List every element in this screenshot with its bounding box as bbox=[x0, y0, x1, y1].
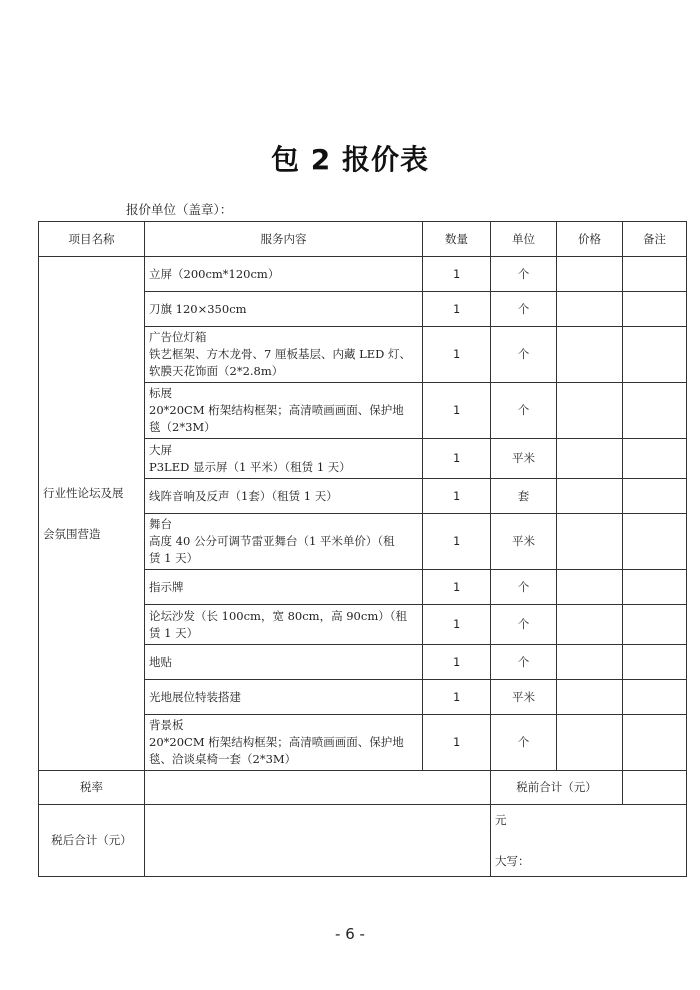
project-name-line1: 行业性论坛及展 bbox=[43, 485, 124, 500]
service-line: 软膜天花饰面（2*2.8m） bbox=[149, 364, 284, 378]
note-cell[interactable] bbox=[623, 514, 687, 570]
service-line: 线阵音响及反声（1套）（租赁 1 天） bbox=[149, 488, 338, 503]
price-cell[interactable] bbox=[557, 292, 623, 327]
project-name-line2: 会氛围营造 bbox=[43, 526, 101, 541]
service-line: 铁艺框架、方木龙骨、7 厘板基层、内藏 LED 灯、 bbox=[149, 347, 412, 361]
quantity-cell: 1 bbox=[423, 439, 491, 479]
tax-rate-value-cell[interactable] bbox=[145, 771, 491, 805]
unit-cell: 套 bbox=[491, 479, 557, 514]
service-line: 高度 40 公分可调节雷亚舞台（1 平米单价）（租 bbox=[149, 534, 395, 548]
service-line: 舞台 bbox=[149, 517, 172, 531]
unit-cell: 平米 bbox=[491, 514, 557, 570]
price-cell[interactable] bbox=[557, 680, 623, 715]
capital-amount-label: 大写： bbox=[495, 853, 530, 868]
unit-cell: 个 bbox=[491, 715, 557, 771]
price-cell[interactable] bbox=[557, 383, 623, 439]
header-note: 备注 bbox=[623, 222, 687, 257]
page-number: - 6 - bbox=[335, 925, 365, 943]
page-title: 包 2 报价表 bbox=[271, 143, 429, 176]
table-header-row bbox=[39, 222, 687, 257]
price-cell[interactable] bbox=[557, 514, 623, 570]
price-cell[interactable] bbox=[557, 327, 623, 383]
quantity-cell: 1 bbox=[423, 479, 491, 514]
after-tax-total-label: 税后合计（元） bbox=[39, 805, 145, 877]
service-cell bbox=[145, 680, 423, 715]
unit-cell: 个 bbox=[491, 383, 557, 439]
unit-cell: 平米 bbox=[491, 439, 557, 479]
quantity-cell: 1 bbox=[423, 570, 491, 605]
price-cell[interactable] bbox=[557, 439, 623, 479]
header-project-name: 项目名称 bbox=[39, 222, 145, 257]
service-line: 广告位灯箱 bbox=[149, 330, 207, 344]
note-cell[interactable] bbox=[623, 715, 687, 771]
quantity-cell: 1 bbox=[423, 605, 491, 645]
quantity-cell: 1 bbox=[423, 715, 491, 771]
service-cell bbox=[145, 327, 423, 383]
tax-rate-label: 税率 bbox=[39, 771, 145, 805]
note-cell[interactable] bbox=[623, 257, 687, 292]
service-line: 赁 1 天） bbox=[149, 625, 199, 640]
service-line: 背景板 bbox=[149, 718, 184, 732]
note-cell[interactable] bbox=[623, 383, 687, 439]
unit-cell: 个 bbox=[491, 257, 557, 292]
note-cell[interactable] bbox=[623, 680, 687, 715]
service-cell bbox=[145, 257, 423, 292]
price-cell[interactable] bbox=[557, 257, 623, 292]
service-cell bbox=[145, 383, 423, 439]
service-cell bbox=[145, 479, 423, 514]
note-cell[interactable] bbox=[623, 645, 687, 680]
service-line: 标展 bbox=[149, 386, 172, 400]
service-line: 立屏（200cm*120cm） bbox=[149, 266, 280, 281]
service-cell bbox=[145, 570, 423, 605]
service-line: 赁 1 天） bbox=[149, 551, 199, 565]
service-line: 光地展位特装搭建 bbox=[149, 689, 241, 704]
price-cell[interactable] bbox=[557, 645, 623, 680]
pre-tax-total-label: 税前合计（元） bbox=[491, 771, 623, 805]
unit-cell: 个 bbox=[491, 570, 557, 605]
price-cell[interactable] bbox=[557, 479, 623, 514]
unit-cell: 平米 bbox=[491, 680, 557, 715]
after-tax-blank-cell bbox=[145, 805, 491, 877]
quantity-cell: 1 bbox=[423, 292, 491, 327]
price-cell[interactable] bbox=[557, 715, 623, 771]
service-cell bbox=[145, 514, 423, 570]
quantity-cell: 1 bbox=[423, 383, 491, 439]
unit-cell: 个 bbox=[491, 327, 557, 383]
quoting-unit-label: 报价单位（盖章）： bbox=[126, 202, 233, 217]
after-tax-total-value-cell[interactable] bbox=[491, 805, 687, 877]
service-cell bbox=[145, 439, 423, 479]
tax-rate-row bbox=[39, 771, 687, 805]
service-line: 毯（2*3M） bbox=[149, 420, 216, 434]
note-cell[interactable] bbox=[623, 292, 687, 327]
unit-cell: 个 bbox=[491, 605, 557, 645]
service-line: P3LED 显示屏（1 平米）（租赁 1 天） bbox=[149, 459, 351, 474]
quantity-cell: 1 bbox=[423, 327, 491, 383]
project-name-cell bbox=[39, 257, 145, 771]
after-tax-row bbox=[39, 805, 687, 877]
quotation-table bbox=[38, 221, 687, 877]
quantity-cell: 1 bbox=[423, 514, 491, 570]
service-line: 毯、洽谈桌椅一套（2*3M） bbox=[149, 752, 297, 766]
item-rows bbox=[39, 257, 687, 877]
table-row bbox=[39, 257, 687, 292]
unit-cell: 个 bbox=[491, 645, 557, 680]
note-cell[interactable] bbox=[623, 327, 687, 383]
note-cell[interactable] bbox=[623, 439, 687, 479]
service-line: 刀旗 120×350cm bbox=[149, 301, 247, 316]
service-line: 20*20CM 桁架结构框架；高清喷画画面、保护地 bbox=[149, 403, 404, 417]
service-cell bbox=[145, 715, 423, 771]
service-line: 大屏 bbox=[149, 442, 172, 457]
service-line: 地贴 bbox=[149, 654, 172, 669]
price-cell[interactable] bbox=[557, 570, 623, 605]
service-cell bbox=[145, 645, 423, 680]
header-service-content: 服务内容 bbox=[145, 222, 423, 257]
note-cell[interactable] bbox=[623, 605, 687, 645]
service-line: 论坛沙发（长 100cm，宽 80cm，高 90cm）（租 bbox=[149, 608, 407, 623]
yuan-label: 元 bbox=[495, 812, 507, 827]
header-price: 价格 bbox=[557, 222, 623, 257]
note-cell[interactable] bbox=[623, 479, 687, 514]
price-cell[interactable] bbox=[557, 605, 623, 645]
service-cell bbox=[145, 292, 423, 327]
unit-cell: 个 bbox=[491, 292, 557, 327]
header-unit: 单位 bbox=[491, 222, 557, 257]
service-cell bbox=[145, 605, 423, 645]
pre-tax-total-value-cell[interactable] bbox=[623, 771, 687, 805]
quantity-cell: 1 bbox=[423, 257, 491, 292]
service-line: 20*20CM 桁架结构框架；高清喷画画面、保护地 bbox=[149, 735, 404, 749]
note-cell[interactable] bbox=[623, 570, 687, 605]
header-quantity: 数量 bbox=[423, 222, 491, 257]
quantity-cell: 1 bbox=[423, 645, 491, 680]
service-line: 指示牌 bbox=[149, 579, 184, 594]
quantity-cell: 1 bbox=[423, 680, 491, 715]
